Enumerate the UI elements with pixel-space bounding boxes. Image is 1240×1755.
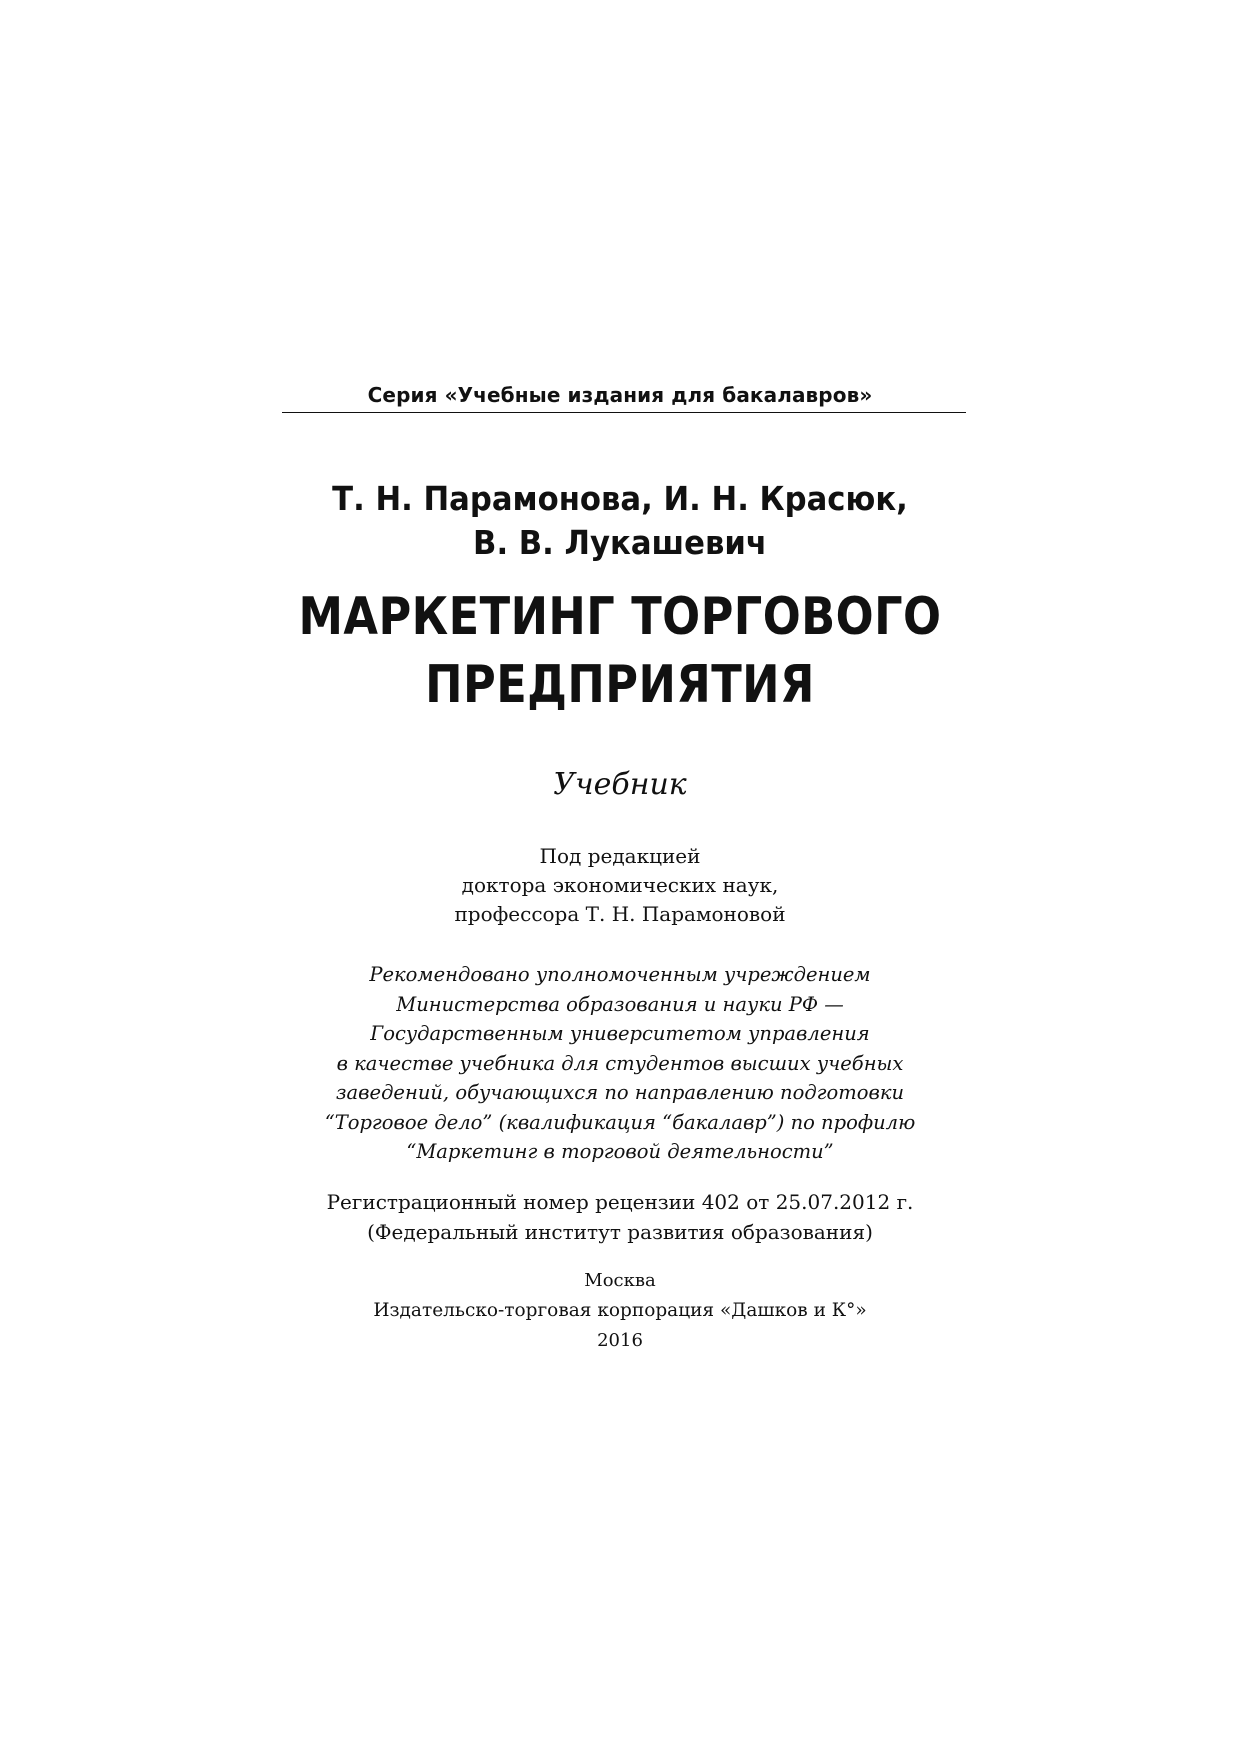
series-label: Серия «Учебные издания для бакалавров» xyxy=(367,383,873,407)
authors xyxy=(43,477,1196,565)
imprint xyxy=(0,1266,1240,1356)
authors-line-1: Т. Н. Парамонова, И. Н. Красюк, xyxy=(332,479,908,518)
editor-line-3: профессора Т. Н. Парамоновой xyxy=(454,902,786,926)
recommendation-line: “Торговое дело” (квалификация “бакалавр”) по профилю xyxy=(324,1110,916,1134)
series-divider xyxy=(282,412,966,413)
book-title xyxy=(87,583,1153,719)
recommendation-line: “Маркетинг в торговой деятельности” xyxy=(406,1140,834,1163)
registration-note xyxy=(0,1187,1240,1247)
recommendation-line: Рекомендовано уполномоченным учреждением xyxy=(369,963,871,986)
book-title-line-1: МАРКЕТИНГ ТОРГОВОГО xyxy=(298,587,942,647)
imprint-publisher: Издательско-торговая корпорация «Дашков и К°» xyxy=(373,1300,867,1321)
authors-line-2: В. В. Лукашевич xyxy=(473,523,767,562)
recommendation-line: Министерства образования и науки РФ — xyxy=(396,992,844,1016)
recommendation-line: в качестве учебника для студентов высших учебных xyxy=(336,1051,904,1075)
book-kind: Учебник xyxy=(553,767,687,802)
recommendation-line: заведений, обучающихся по направлению подготовки xyxy=(335,1081,905,1104)
editor-note xyxy=(0,842,1240,929)
registration-line-2: (Федеральный институт развития образования) xyxy=(367,1220,873,1244)
imprint-year: 2016 xyxy=(597,1330,643,1351)
recommendation-note xyxy=(0,960,1240,1167)
book-title-line-2: ПРЕДПРИЯТИЯ xyxy=(425,655,815,715)
imprint-city: Москва xyxy=(584,1270,656,1291)
recommendation-line: Государственным университетом управления xyxy=(370,1022,870,1045)
registration-line-1: Регистрационный номер рецензии 402 от 25.07.2012 г. xyxy=(326,1190,914,1214)
editor-line-1: Под редакцией xyxy=(539,844,701,868)
editor-line-2: доктора экономических наук, xyxy=(461,873,779,897)
